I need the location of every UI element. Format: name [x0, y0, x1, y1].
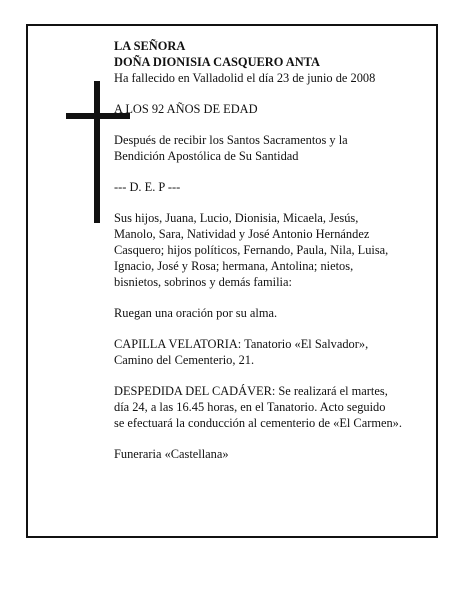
family-line-2: Manolo, Sara, Natividad y José Antonio Hernández [114, 227, 370, 241]
deceased-name: DOÑA DIONISIA CASQUERO ANTA [114, 55, 320, 69]
cross-vertical-bar [94, 81, 100, 223]
family-line-5: bisnietos, sobrinos y demás familia: [114, 275, 292, 289]
family-line-1: Sus hijos, Juana, Lucio, Dionisia, Micaela, Jesús, [114, 211, 359, 225]
chapel-location: Tanatorio «El Salvador», [241, 337, 369, 351]
farewell-line-3: se efectuará la conducción al cementerio de «El Carmen». [114, 416, 402, 430]
farewell-label: DESPEDIDA DEL CADÁVER: [114, 384, 276, 398]
funeral-home: Funeraria «Castellana» [114, 447, 229, 461]
obituary-text [114, 38, 434, 462]
rest-in-peace: --- D. E. P --- [114, 180, 181, 194]
farewell-day: Se realizará el martes, [275, 384, 388, 398]
sacraments-line-1: Después de recibir los Santos Sacramentos y la [114, 133, 348, 147]
farewell-line-1 [114, 383, 434, 399]
farewell-line-2: día 24, a las 16.45 horas, en el Tanatorio. Acto seguido [114, 400, 386, 414]
family-line-4: Ignacio, José y Rosa; hermana, Antolina; nietos, [114, 259, 354, 273]
family-line-3: Casquero; hijos políticos, Fernando, Paula, Nila, Luisa, [114, 243, 389, 257]
death-statement: Ha fallecido en Valladolid el día 23 de junio de 2008 [114, 71, 376, 85]
age-statement: A LOS 92 AÑOS DE EDAD [114, 102, 258, 116]
chapel-line-1 [114, 336, 434, 352]
chapel-line-2: Camino del Cementerio, 21. [114, 353, 255, 367]
notice-title: LA SEÑORA [114, 39, 186, 53]
chapel-label: CAPILLA VELATORIA: [114, 337, 242, 351]
sacraments-line-2: Bendición Apostólica de Su Santidad [114, 149, 299, 163]
prayer-request: Ruegan una oración por su alma. [114, 306, 278, 320]
